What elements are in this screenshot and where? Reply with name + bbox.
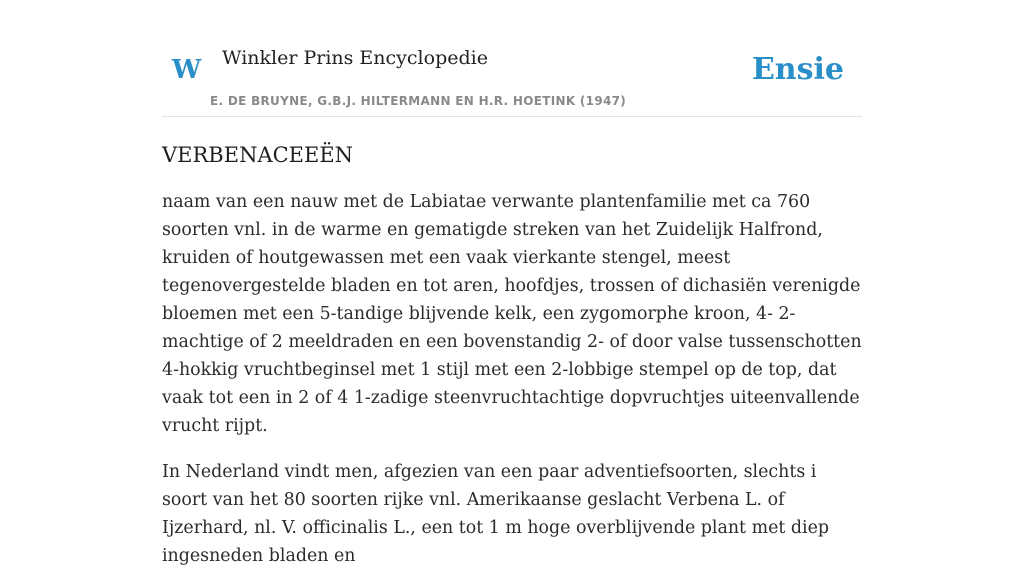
encyclopedia-title[interactable]: Winkler Prins Encyclopedie [222, 47, 488, 69]
encyclopedia-authors: E. DE BRUYNE, G.B.J. HILTERMANN EN H.R. HOETINK (1947) [210, 94, 627, 108]
article [162, 138, 862, 588]
site-header [162, 0, 862, 117]
article-headword: VERBENACEEËN [162, 143, 354, 167]
article-paragraph: naam van een nauw met de Labiatae verwante plantenfamilie met ca 760 soorten vnl. in de warme en gematigde streken van het Zuidelijk Halfrond, kruiden of houtgewassen met een vaak vierkante stengel, meest tegenovergestelde bladen en tot aren, hoofdjes, trossen of dichasiën verenigde bloemen met een 5-tandige blijvende kelk, een zygomorphe kroon, 4- 2-machtige of 2 meeldraden en een bovenstandig 2- of door valse tussenschotten 4-hokkig vruchtbeginsel met 1 stijl met een 2-lobbige stempel op de top, dat vaak tot een in 2 of 4 1-zadige steenvruchtachtige dopvruchtjes uiteenvallende vrucht rijpt. [162, 192, 862, 436]
article-paragraph: In Nederland vindt men, afgezien van een paar adventiefsoorten, slechts i soort van het 80 soorten rijke vnl. Amerikaanse geslacht Verbena L. of Ijzerhard, nl. V. officinalis L., een tot 1 m hoge overblijvende plant met diep ingesneden bladen en [162, 462, 829, 566]
ensie-logo[interactable]: Ensie [751, 52, 844, 87]
winkler-prins-logo[interactable]: W [172, 55, 202, 85]
